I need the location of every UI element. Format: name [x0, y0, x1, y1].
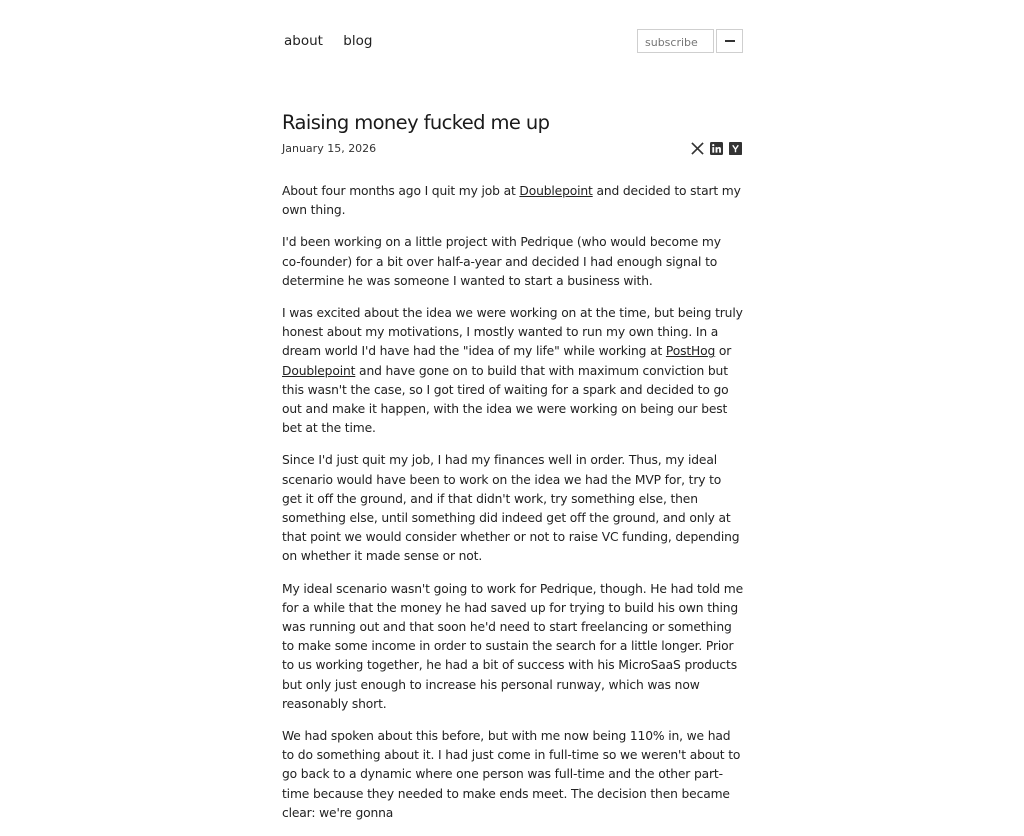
menu-button[interactable]: [716, 29, 743, 53]
top-nav: [284, 33, 372, 49]
paragraph: My ideal scenario wasn't going to work for Pedrique, though. He had told me for a while that the money he had saved up for trying to build his own thing was running out and that soon he'd need to start freelancing or something to make some income in order to sustain the search for a little longer. Prior to us working together, he had a bit of success with his MicroSaaS products but only just enough to increase his personal runway, which was now reasonably short.: [282, 581, 743, 711]
ycombinator-icon[interactable]: [729, 142, 742, 155]
paragraph: I'd been working on a little project with Pedrique (who would become my co-founder) for a bit over half-a-year and decided I had enough signal to determine he was someone I wanted to start a business with.: [282, 235, 721, 288]
posthog-link[interactable]: PostHog: [665, 344, 716, 359]
linkedin-icon[interactable]: [710, 142, 723, 155]
paragraph: We had spoken about this before, but with me now being 110% in, we had to do something about it. I had just come in full-time so we weren't about to go back to a dynamic where one person was full-time and the other part-time because they needed to make ends meet. The decision then became clear: we're gonna: [282, 729, 741, 820]
post-title: Raising money fucked me up: [282, 111, 550, 134]
minus-icon: [725, 40, 735, 42]
subscribe-input[interactable]: [645, 36, 713, 49]
paragraph: Since I'd just quit my job, I had my finances well in order. Thus, my ideal scenario would have been to work on the idea we had the MVP for, try to get it off the ground, and if that didn't work, try something else, then something else, until something did indeed get off the ground, and only at that point we would consider whether or not to raise VC funding, depending on whether it made sense or not.: [282, 453, 740, 564]
subscribe-field[interactable]: [637, 29, 714, 53]
nav-about-link[interactable]: about: [284, 33, 323, 49]
paragraph: About four months ago I quit my job at Doublepoint and decided to start my own thing.: [282, 184, 741, 218]
x-icon[interactable]: [691, 142, 704, 155]
article-body: [282, 182, 743, 836]
post-date: January 15, 2026: [282, 142, 377, 155]
nav-blog-link[interactable]: blog: [343, 33, 373, 49]
paragraph: I was excited about the idea we were working on at the time, but being truly honest about my motivations, I mostly wanted to run my own thing. In a dream world I'd have had the "idea of my life" while working at PostHog or Doublepoint and have gone on to build that with maximum conviction but this wasn't the case, so I got tired of waiting for a spark and decided to go out and make it happen, with the idea we were working on being our best bet at the time.: [282, 306, 743, 436]
doublepoint-link[interactable]: Doublepoint: [282, 363, 356, 378]
doublepoint-link[interactable]: Doublepoint: [519, 184, 593, 198]
